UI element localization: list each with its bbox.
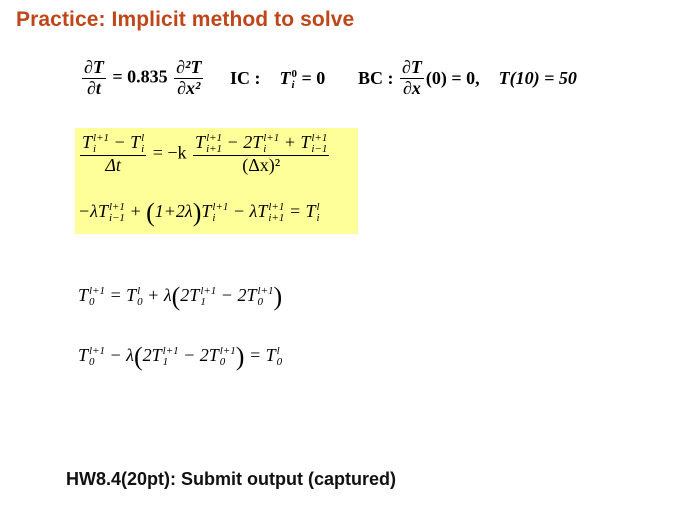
rhs-denominator: (Δx)²: [242, 155, 281, 175]
dx2-denominator: ∂x²: [177, 77, 201, 98]
coefficient: = 0.835: [112, 66, 168, 87]
boundary-implicit-equation: T l+1 0 − λ(2T l+1 1 − 2T l+1 0 ) = T l 0: [78, 342, 283, 371]
lhs-denominator: Δt: [105, 155, 121, 175]
implicit-system-equation: −λT l+1 i−1 + (1+2λ)T l+1 i − λT l+1 i+1 = T l i: [78, 198, 320, 227]
lhs-numerator: T l+1 i − T l i: [82, 132, 145, 155]
discretization-equation: T l+1 i − T l i Δt = −k T l+1 i+1 − 2T l+1 i + T l+1 i−1 (Δx)²: [82, 132, 328, 175]
initial-condition: IC : T 0 i = 0: [230, 67, 326, 91]
boundary-condition: BC : $\frac{\partial T}{\partial x}$ (0) = 0, T(10) = 50: [358, 57, 577, 98]
slide-title: Practice: Implicit method to solve: [16, 8, 355, 31]
d2T-numerator: ∂²T: [176, 57, 202, 77]
homework-note: HW8.4(20pt): Submit output (captured): [66, 469, 396, 489]
pde-equation: [80, 58, 205, 99]
dT-numerator: ∂T: [84, 57, 104, 77]
dt-denominator: ∂t: [86, 77, 101, 98]
boundary-update-equation: T l+1 0 = T l 0 + λ(2T l+1 1 − 2T l+1 0 ): [78, 282, 283, 311]
rhs-numerator: T l+1 i+1 − 2T l+1 i + T l+1 i−1: [195, 132, 328, 155]
